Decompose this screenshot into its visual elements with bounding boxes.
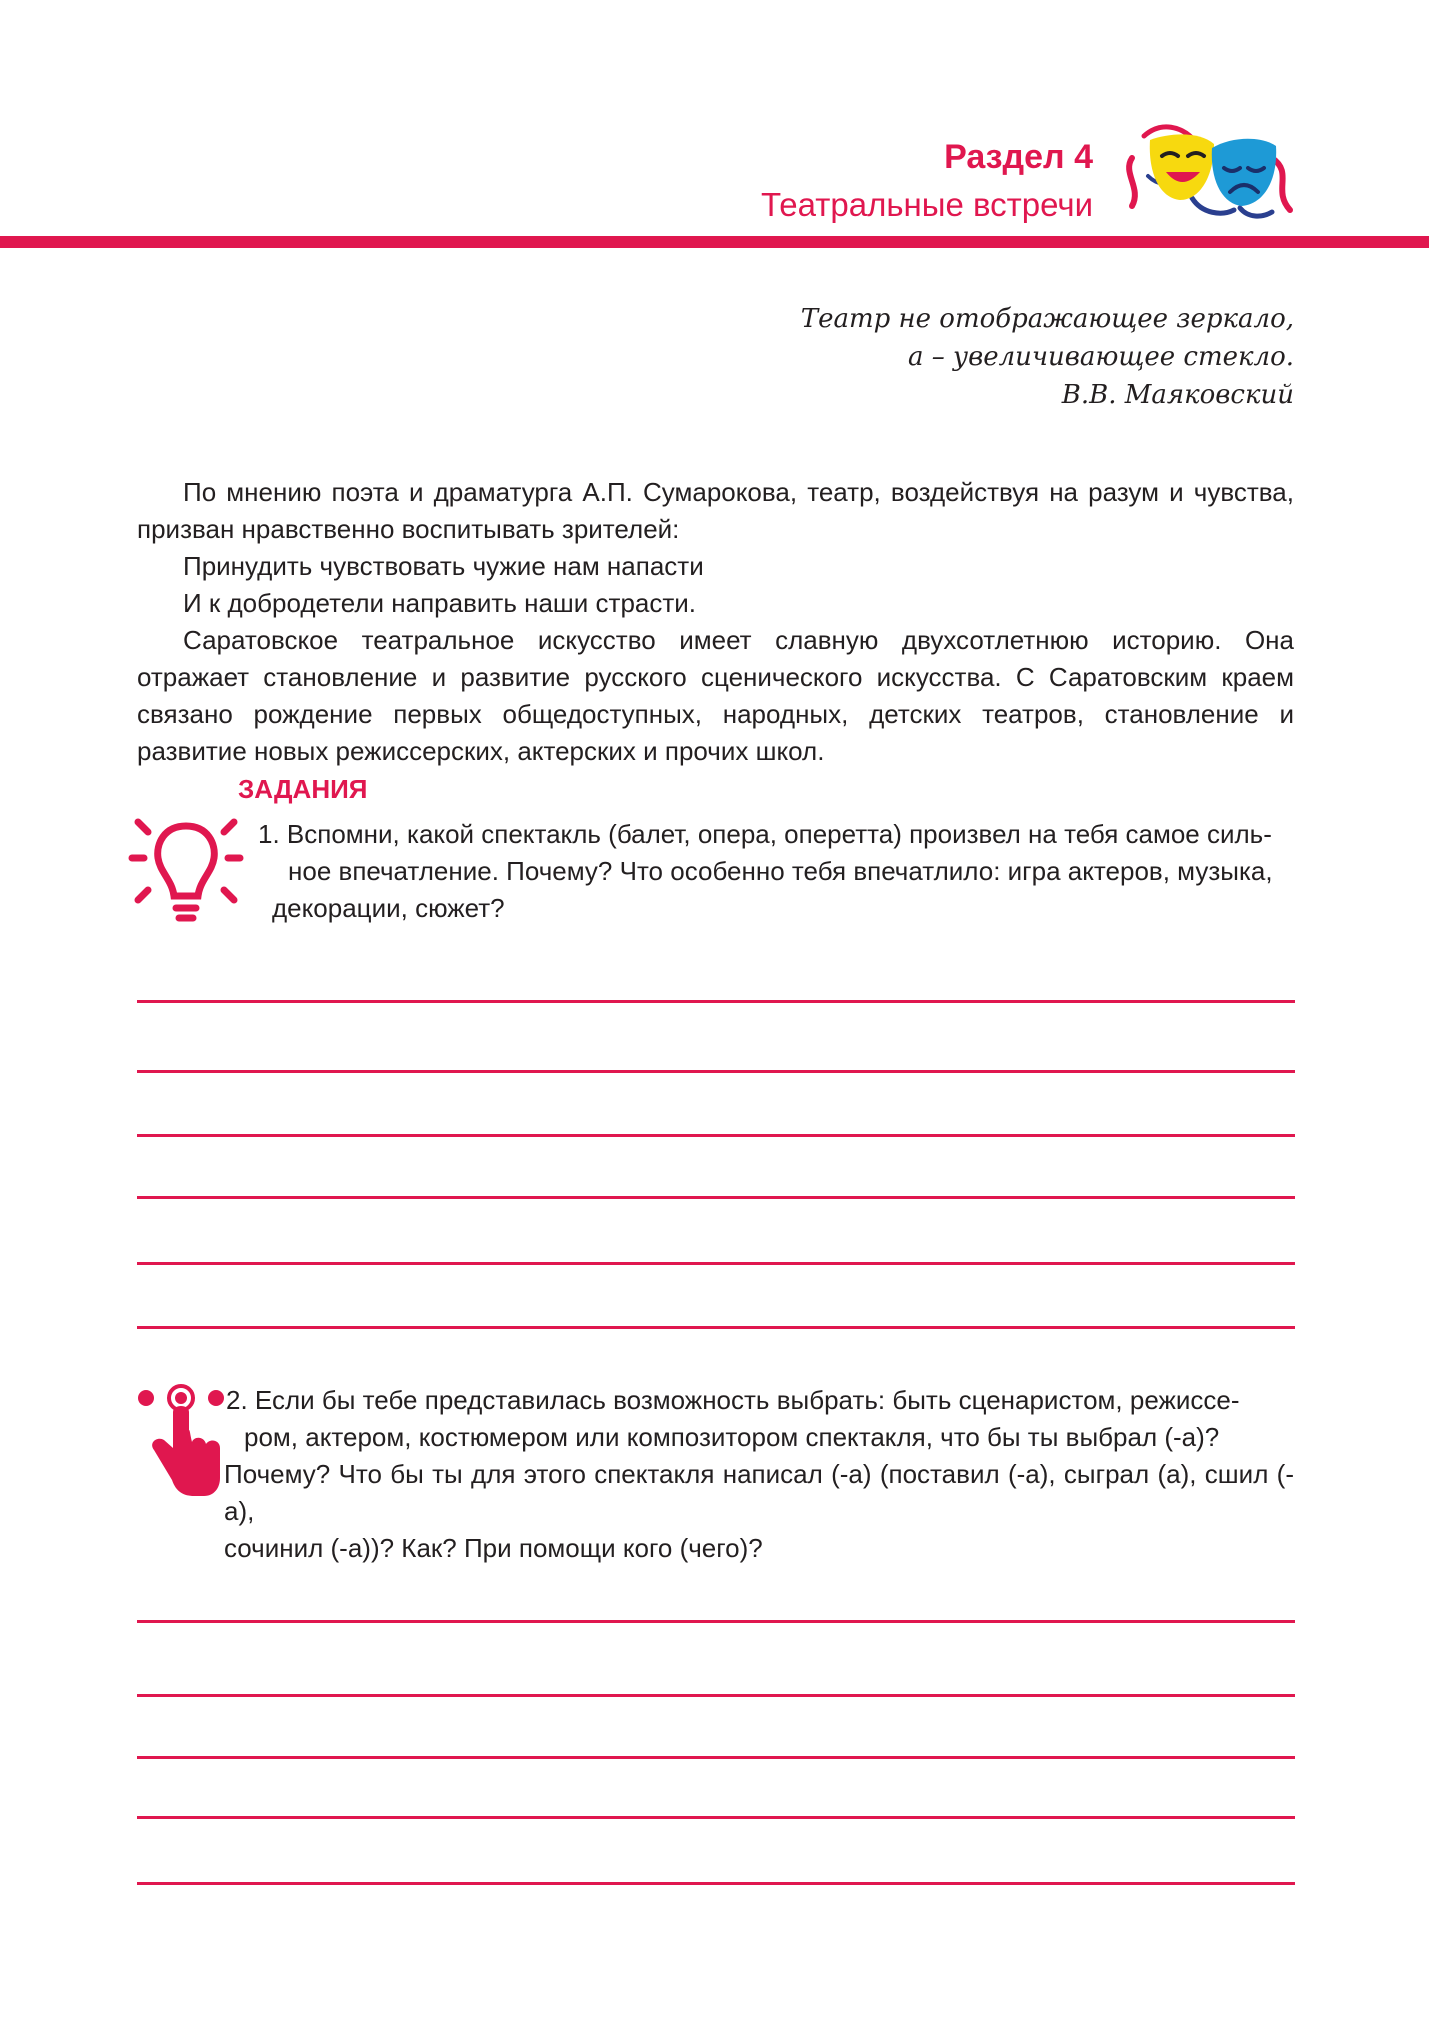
answer-line-2-5[interactable] <box>137 1882 1295 1885</box>
answer-line-1-1[interactable] <box>137 1000 1295 1003</box>
answer-line-2-2[interactable] <box>137 1694 1295 1697</box>
task-2-line-2: ром, актером, костюмером или композитором спектакля, что бы ты выбрал (-а)? <box>244 1422 1220 1452</box>
answer-line-2-3[interactable] <box>137 1756 1295 1759</box>
theatre-masks-icon <box>1122 118 1298 226</box>
answer-line-1-3[interactable] <box>137 1134 1295 1137</box>
epigraph <box>801 300 1294 414</box>
epigraph-author: В.В. Маяковский <box>1061 380 1294 410</box>
lightbulb-icon <box>124 814 248 934</box>
paragraph-1: По мнению поэта и драматурга А.П. Сумарокова, театр, воздействуя на разум и чувства, призван нравственно воспитывать зрителей: <box>137 477 1294 544</box>
epigraph-line-2: а – увеличивающее стекло. <box>907 342 1294 372</box>
header-divider <box>0 236 1429 248</box>
tasks-heading: ЗАДАНИЯ <box>238 774 368 804</box>
task-2-line-4: сочинил (-а))? Как? При помощи кого (чего)? <box>224 1533 763 1563</box>
section-title: Театральные встречи <box>760 186 1093 223</box>
answer-line-1-2[interactable] <box>137 1070 1295 1073</box>
answer-line-2-4[interactable] <box>137 1816 1295 1819</box>
section-label: Раздел 4 <box>944 138 1093 176</box>
answer-line-1-5[interactable] <box>137 1262 1295 1265</box>
task-1-line-2: ное впечатление. Почему? Что особенно тебя впечатлило: игра актеров, музыка, <box>288 856 1273 886</box>
task-2 <box>226 1382 1294 1567</box>
task-1 <box>258 816 1294 927</box>
task-2-line-1: 2. Если бы тебе представилась возможность выбрать: быть сценаристом, режиссе- <box>226 1385 1240 1415</box>
task-2-line-3: Почему? Что бы ты для этого спектакля написал (-а) (поставил (-а), сыграл (а), сшил (-а), <box>224 1459 1294 1526</box>
task-1-line-1: 1. Вспомни, какой спектакль (балет, опера, оперетта) произвел на тебя самое силь- <box>258 819 1272 849</box>
touch-hand-icon <box>138 1384 224 1502</box>
body-text <box>137 474 1294 770</box>
epigraph-line-1: Театр не отображающее зеркало, <box>800 304 1294 334</box>
paragraph-2: Саратовское театральное искусство имеет славную двухсотлетнюю историю. Она отражает становление и развитие русского сценического искусства. С Саратовским краем связано рождение первых общедоступных, народных, детских театров, становление и развитие новых режиссерских, актерских и прочих школ. <box>137 625 1294 766</box>
answer-line-1-6[interactable] <box>137 1326 1295 1329</box>
answer-line-1-4[interactable] <box>137 1196 1295 1199</box>
task-1-line-3: декорации, сюжет? <box>272 893 505 923</box>
answer-line-2-1[interactable] <box>137 1620 1295 1623</box>
verse-line-2: И к добродетели направить наши страсти. <box>183 588 697 618</box>
verse-line-1: Принудить чувствовать чужие нам напасти <box>183 551 704 581</box>
